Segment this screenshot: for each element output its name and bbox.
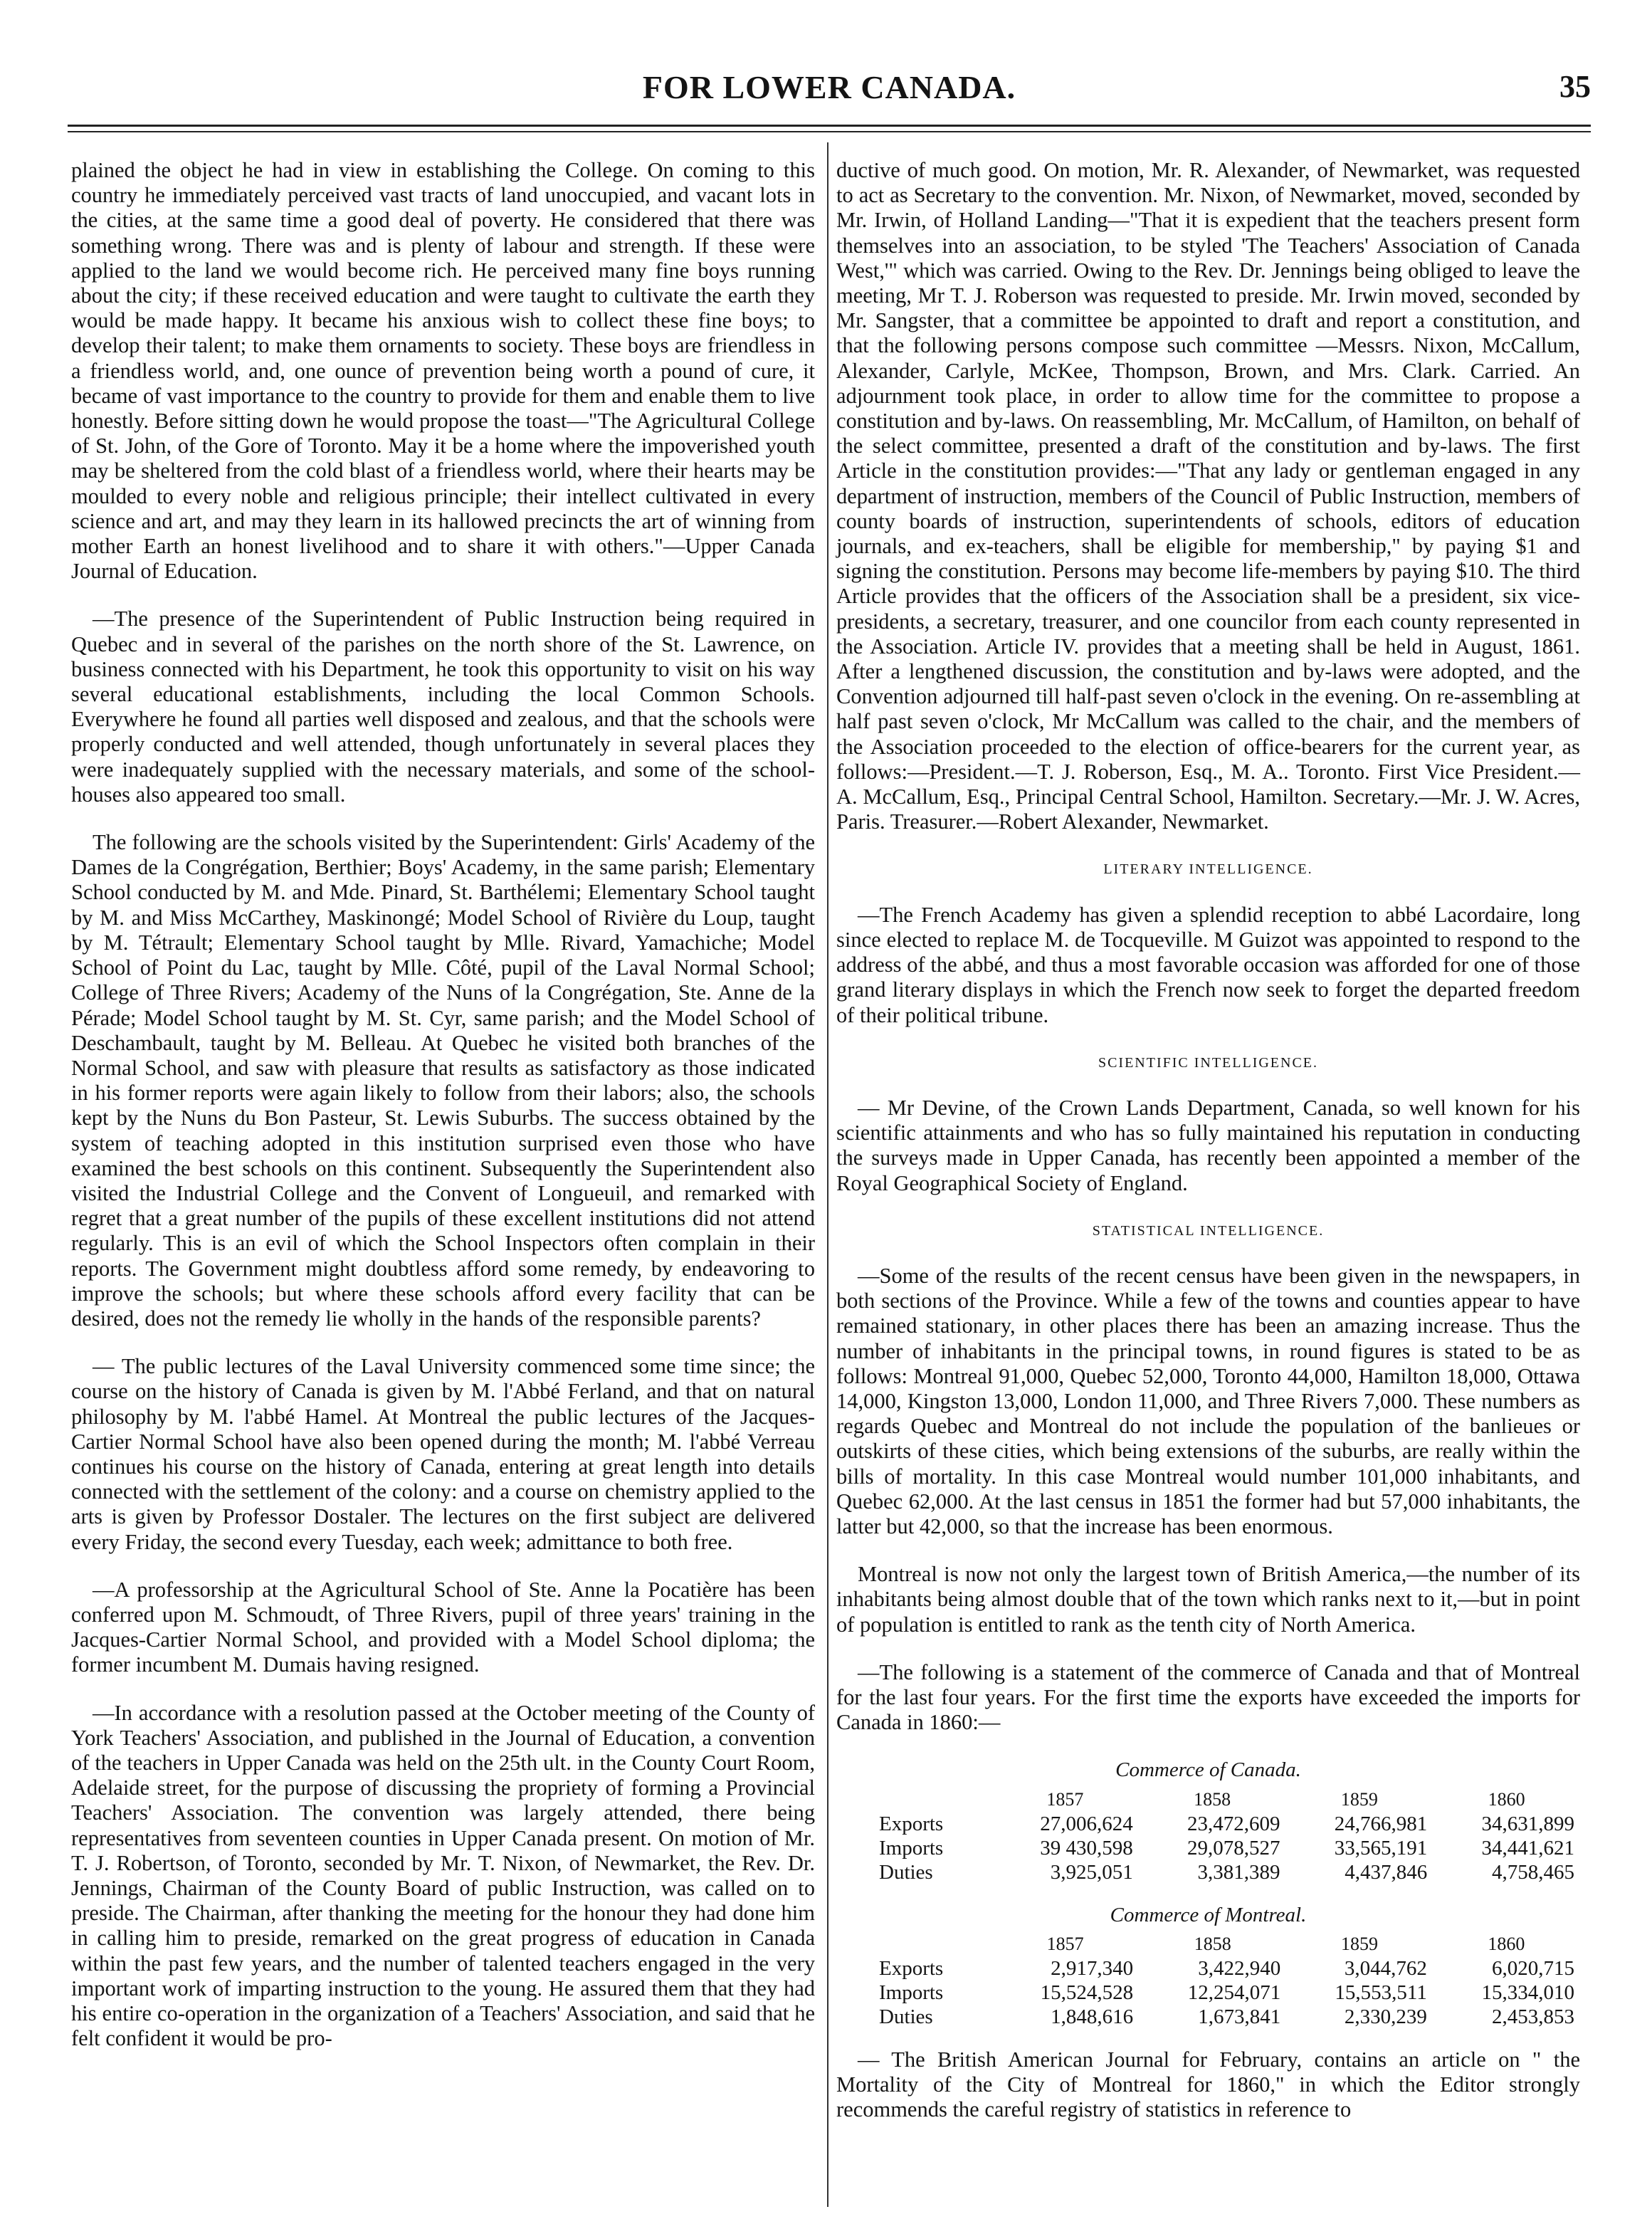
article-convention-continued: ductive of much good. On motion, Mr. R. Alexander, of Newmarket, was requested to act as Secretary to the convention. Mr. Nixon, of Newmarket, moved, seconded by Mr. Irwin, of Holland Landing—"That it is expedient that the teachers present form themselves into an association, to be styled 'The Teachers' Association of Canada West,'" which was carried. Owing to the Rev. Dr. Jennings being obliged to leave the meeting, Mr T. J. Roberson was requested to preside. Mr. Irwin moved, seconded by Mr. Sangster, that a committee be appointed to draft and report a constitution, and that the following persons compose such committee —Messrs. Nixon, McCallum, Alexander, Carlyle, McKee, Thompson, Brown, and Mrs. Clark. Carried. An adjournment took place, in order to allow time for the committee to propose a constitution and by-laws. On reassembling, Mr. McCallum, of Hamilton, on behalf of the select committee, presented a draft of the constitution and by-laws. The first Article in the constitution provides:—"That any lady or gentleman engaged in any department of instruction, members of the Council of Public Instruction, members of county boards of instruction, superintendents of schools, editors of education journals, and ex-teachers, shall be eligible for membership," by paying $1 and signing the constitution. Persons may become life-members by paying $10. The third Article provides that the officers of the Association shall be a president, six vice-presidents, a secretary, treasurer, and one councilor from each county represented in the Association. Article IV. provides that a meeting shall be held in August, 1861. After a lengthened discussion, the constitution and by-laws were adopted, and the Convention adjourned till half-past seven o'clock in the evening. On re-assembling at half past seven o'clock, Mr McCallum was called to the chair, and the members of the Association proceeded to the election of office-bearers for the current year, as follows:—President.—T. J. Roberson, Esq., M. A.. Toronto. First Vice President.—A. McCallum, Esq., Principal Central School, Hamilton. Secretary.—Mr. J. W. Acres, Paris. Treasurer.—Robert Alexander, Newmarket. xyxy=(836,158,1580,834)
article-census: —Some of the results of the recent census have been given in the newspapers, in both sections of the Province. While a few of the towns and counties appear to have remained stationary, in other places there has been an amazing increase. Thus the number of inhabitants in the principal towns, in round figures is stated to be as follows: Montreal 91,000, Quebec 52,000, Toronto 44,000, Hamilton 18,000, Ottawa 14,000, Kingston 13,000, London 11,000, and Three Rivers 7,000. These numbers as regards Quebec and Montreal do not include the population of the banlieues or outskirts of these cities, which being extensions of the suburbs, are really within the bills of mortality. In this case Montreal would number 101,000 inhabitants, and Quebec 62,000. At the last census in 1851 the former had but 57,000 inhabitants, the latter but 42,000, so that the increase has been enormous. xyxy=(836,1263,1580,1538)
year-header: 1859 xyxy=(1340,1788,1378,1810)
article-french-academy: —The French Academy has given a splendid reception to abbé Lacordaire, long since elected to replace M. de Tocqueville. M Guizot was appointed to respond to the address of the abbé, and thus a most favorable occasion was afforded for one of those grand literary displays in which the French now seek to forget the departed freedom of their political tribune. xyxy=(836,902,1580,1027)
row-label: Imports xyxy=(879,1836,944,1860)
row-label: Duties xyxy=(879,1860,933,1884)
table-cell: 34,631,899 xyxy=(1481,1812,1574,1835)
article-teachers-convention: —In accordance with a resolution passed at the October meeting of the County of York Teachers' Association, and published in the Journal of Education, a convention of the teachers in Upper Canada was held on the 25th ult. in the County Court Room, Adelaide street, for the purpose of discussing the propriety of forming a Provincial Teachers' Association. The convention was largely attended, there being representatives from seventeen counties in Upper Canada present. On motion of Mr. T. J. Robertson, of Toronto, seconded by Mr. T. Nixon, of Newmarket, the Rev. Dr. Jennings, Chairman of the County Board of public Instruction, was called on to preside. The Chairman, after thanking the meeting for the honour they had done him in calling him to preside, remarked on the great progress of education in Canada within the past few years, and the number of talented teachers engaged in the very important work of imparting instruction to the young. He assured them that they had his entire co-operation in the organization of a Teachers' Association, and said that he felt confident it would be pro- xyxy=(71,1700,815,2051)
header-rule-thin xyxy=(68,131,1591,132)
table-cell: 23,472,609 xyxy=(1187,1812,1280,1835)
page-title: FOR LOWER CANADA. xyxy=(642,69,1016,105)
page-header xyxy=(68,68,1591,111)
table-cell: 3,925,051 xyxy=(1050,1860,1133,1884)
row-label: Exports xyxy=(879,1812,944,1835)
section-heading-scientific: SCIENTIFIC INTELLIGENCE. xyxy=(1098,1054,1319,1071)
table-cell: 15,553,511 xyxy=(1335,1981,1427,2004)
table-cell: 2,330,239 xyxy=(1344,2005,1427,2028)
commerce-montreal-table xyxy=(836,1932,1580,2029)
table-row xyxy=(836,1812,1580,1836)
year-header: 1857 xyxy=(1046,1933,1084,1954)
table-cell: 15,334,010 xyxy=(1481,1981,1574,2004)
year-header: 1860 xyxy=(1488,1788,1525,1810)
right-column xyxy=(836,158,1580,2145)
table-row xyxy=(836,1860,1580,1884)
table-cell: 2,453,853 xyxy=(1492,2005,1574,2028)
table-cell: 1,848,616 xyxy=(1051,2005,1134,2028)
row-label: Imports xyxy=(879,1981,944,2004)
table-row xyxy=(836,2005,1580,2029)
table-row xyxy=(836,1981,1580,2005)
year-header: 1859 xyxy=(1341,1933,1379,1954)
article-schools-visited: The following are the schools visited by the Superintendent: Girls' Academy of the Dames de la Congrégation, Berthier; Boys' Academy, in the same parish; Elementary School conducted by M. and Mde. Pinard, St. Barthélemi; Elementary School taught by M. and Miss McCarthey, Maskinongé; Model School of Rivière du Loup, taught by M. Tétrault; Elementary School taught by Mlle. Rivard, Yamachiche; Model School of Point du Lac, taught by Mlle. Côté, pupil of the Laval Normal School; College of Three Rivers; Academy of the Nuns of la Congrégation, Ste. Anne de la Pérade; Model School taught by M. St. Cyr, same parish; and the Model School of Deschambault, taught by M. Belleau. At Quebec he visited both branches of the Normal School, and saw with pleasure that results as satisfactory as those indicated in his former reports were again likely to follow from their labors; also, the schools kept by the Nuns du Bon Pasteur, St. Lewis Suburbs. The success obtained by the system of teaching adopted in this institution surprised even those who have examined the best schools on this continent. Subsequently the Superintendent also visited the Industrial College and the Convent of Longueuil, and remarked with regret that a great number of the pupils of these excellent institutions did not attend regularly. This is an evil of which the School Inspectors often complain in their reports. The Government might doubtless afford some remedy, by endeavoring to improve the schools; but where these schools afford every facility that can be desired, does not the remedy lie wholly in the hands of the responsible parents? xyxy=(71,830,815,1331)
column-divider xyxy=(827,142,828,2207)
table-header-row xyxy=(836,1932,1580,1956)
left-column xyxy=(71,158,815,2074)
table-cell: 34,441,621 xyxy=(1481,1836,1574,1860)
table-cell: 1,673,841 xyxy=(1198,2005,1281,2028)
row-label: Duties xyxy=(879,2005,933,2028)
table-cell: 15,524,528 xyxy=(1040,1981,1134,2004)
table-cell: 3,044,762 xyxy=(1344,1956,1427,1980)
table-cell: 39 430,598 xyxy=(1040,1836,1133,1860)
table-cell: 12,254,071 xyxy=(1187,1981,1281,2004)
table-cell: 3,381,389 xyxy=(1197,1860,1280,1884)
table-header-row xyxy=(836,1788,1580,1812)
article-laval-lectures: — The public lectures of the Laval University commenced some time since; the course on the history of Canada is given by M. l'Abbé Ferland, and that on natural philosophy by M. l'abbé Hamel. At Montreal the public lectures of the Jacques-Cartier Normal School have also been opened during the month; M. l'abbé Verreau continues his course on the history of Canada, entering at great length into details connected with the settlement of the colony: and a course on chemistry applied to the arts is given by Professor Dostaler. The lectures on the first subject are delivered every Friday, the second every Tuesday, each week; admittance to both free. xyxy=(71,1354,815,1554)
table-cell: 4,437,846 xyxy=(1345,1860,1428,1884)
row-label: Exports xyxy=(879,1956,944,1980)
article-superintendent-visit: —The presence of the Superintendent of Public Instruction being required in Quebec and in several of the parishes on the north shore of the St. Lawrence, on business connected with his Department, he took this opportunity to visit on his way several educational establishments, including the local Common Schools. Everywhere he found all parties well disposed and zealous, and that the schools were properly conducted and well attended, though unfortunately in several places they were inadequately supplied with the necessary materials, and some of the school-houses also appeared too small. xyxy=(71,607,815,807)
table-cell: 27,006,624 xyxy=(1040,1812,1133,1835)
table-cell: 2,917,340 xyxy=(1051,1956,1134,1980)
year-header: 1858 xyxy=(1194,1788,1231,1810)
table-cell: 6,020,715 xyxy=(1492,1956,1574,1980)
commerce-canada-table xyxy=(836,1788,1580,1884)
table-cell: 4,758,465 xyxy=(1492,1860,1574,1884)
article-montreal-rank: Montreal is now not only the largest town of British America,—the number of its inhabitants being almost double that of the town which ranks next to it,—but in point of population is entitled to rank as the tenth city of North America. xyxy=(836,1562,1580,1637)
article-professorship: —A professorship at the Agricultural School of Ste. Anne la Pocatière has been conferred upon M. Schmoudt, of Three Rivers, pupil of three years' training in the Jacques-Cartier Normal School, and provided with a Model School diploma; the former incumbent M. Dumais having resigned. xyxy=(71,1577,815,1677)
table-row xyxy=(836,1956,1580,1981)
table-cell: 33,565,191 xyxy=(1334,1836,1428,1860)
table-row xyxy=(836,1836,1580,1860)
article-mr-devine: — Mr Devine, of the Crown Lands Department, Canada, so well known for his scientific attainments and who has so fully maintained his reputation in conducting the surveys made in Upper Canada, has recently been appointed a member of the Royal Geographical Society of England. xyxy=(836,1095,1580,1195)
year-header: 1858 xyxy=(1194,1933,1231,1954)
table-caption-canada: Commerce of Canada. xyxy=(1115,1758,1301,1782)
section-heading-statistical: STATISTICAL INTELLIGENCE. xyxy=(1092,1222,1325,1239)
article-agricultural-college: plained the object he had in view in establishing the College. On coming to this country he immediately perceived vast tracts of land unoccupied, and vacant lots in the cities, at the same time a good deal of poverty. He considered that there was something wrong. There was and is plenty of labour and strength. If these were applied to the land we would become rich. He perceived many fine boys running about the city; if these received education and were taught to cultivate the earth they would be made happy. It became his anxious wish to collect these fine boys; to develop their talent; to make them ornaments to society. These boys are friendless in a friendless world, and, one ounce of prevention being worth a pound of cure, it became of vast importance to the country to provide for them and enable them to live honestly. Before sitting down he would propose the toast—"The Agricultural College of St. John, of the Gore of Toronto. May it be a home where the impoverished youth may be sheltered from the cold blast of a friendless world, where their hearts may be moulded to every noble and religious principle; their intellect cultivated in every science and art, and may they learn in its hallowed precincts the art of winning from mother Earth an honest livelihood and to share it with others."—Upper Canada Journal of Education. xyxy=(71,158,815,584)
year-header: 1857 xyxy=(1046,1788,1084,1810)
table-caption-montreal: Commerce of Montreal. xyxy=(1110,1903,1307,1926)
year-header: 1860 xyxy=(1488,1933,1525,1954)
page-number: 35 xyxy=(1559,69,1591,104)
table-cell: 3,422,940 xyxy=(1198,1956,1281,1980)
article-mortality: — The British American Journal for February, contains an article on " the Mortality of the City of Montreal for 1860," in which the Editor strongly recommends the careful registry of statistics in reference to xyxy=(836,2047,1580,2122)
header-rule xyxy=(68,125,1591,127)
table-cell: 29,078,527 xyxy=(1187,1836,1280,1860)
article-commerce-intro: —The following is a statement of the commerce of Canada and that of Montreal for the last four years. For the first time the exports have exceeded the imports for Canada in 1860:— xyxy=(836,1659,1580,1735)
section-heading-literary: LITERARY INTELLIGENCE. xyxy=(1103,861,1313,878)
table-cell: 24,766,981 xyxy=(1334,1812,1428,1835)
